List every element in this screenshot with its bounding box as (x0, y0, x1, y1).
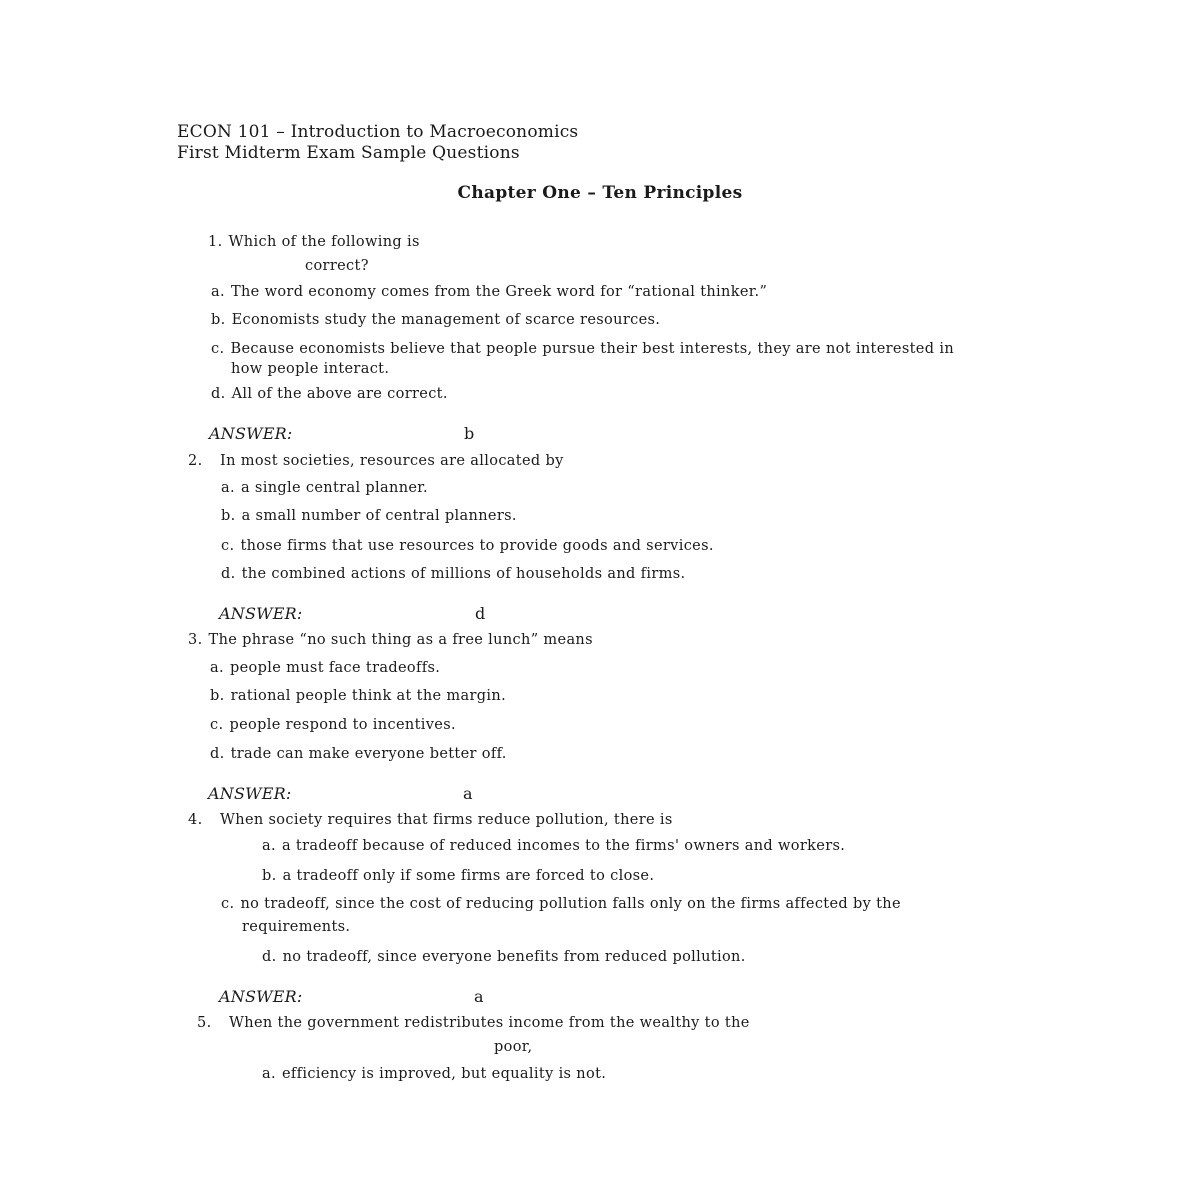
question-4-option-a (262, 837, 845, 855)
option-text: those firms that use resources to provide goods and services. (240, 538, 714, 554)
question-4-option-d (262, 948, 746, 966)
question-5-option-a (262, 1065, 606, 1083)
question-1-option-c (211, 340, 954, 358)
question-number: 3. (188, 632, 203, 648)
option-letter: b. (210, 688, 225, 704)
question-4-option-c (221, 895, 901, 913)
question-2-stem (188, 452, 564, 470)
option-letter: d. (211, 386, 226, 402)
question-4-option-b (262, 867, 654, 885)
option-letter: a. (262, 1066, 276, 1082)
question-4-option-c-cont: requirements. (242, 919, 351, 935)
option-letter: a. (210, 660, 224, 676)
option-text: a tradeoff because of reduced incomes to the firms' owners and workers. (281, 838, 846, 854)
option-text: the combined actions of millions of households and firms. (241, 566, 686, 582)
question-text: In most societies, resources are allocated by (220, 453, 564, 469)
question-5-stem (197, 1014, 750, 1032)
question-text: Which of the following is (228, 234, 420, 250)
option-letter: a. (221, 480, 235, 496)
question-2-option-a (221, 479, 428, 497)
option-letter: b. (262, 868, 277, 884)
option-text: a single central planner. (240, 480, 428, 496)
option-text: The word economy comes from the Greek word for “rational thinker.” (230, 284, 768, 300)
question-1-option-d (211, 385, 448, 403)
option-text: Because economists believe that people pursue their best interests, they are not interested in (230, 341, 955, 357)
question-number: 2. (188, 453, 203, 469)
question-text: The phrase “no such thing as a free lunch” means (208, 632, 593, 648)
question-5-stem-cont: poor, (494, 1039, 533, 1055)
question-number: 5. (197, 1015, 212, 1031)
question-3-option-d (210, 745, 507, 763)
option-text: rational people think at the margin. (230, 688, 507, 704)
option-letter: d. (262, 949, 277, 965)
answer-label: ANSWER: (209, 424, 293, 443)
option-letter: a. (211, 284, 225, 300)
option-letter: a. (262, 838, 276, 854)
course-title: ECON 101 – Introduction to Macroeconomics (177, 122, 579, 142)
option-letter: c. (210, 717, 224, 733)
option-letter: b. (221, 508, 236, 524)
option-text: a small number of central planners. (241, 508, 517, 524)
question-number: 1. (208, 234, 223, 250)
question-2-option-b (221, 507, 517, 525)
question-3-stem (188, 631, 593, 649)
option-letter: c. (221, 896, 235, 912)
option-text: no tradeoff, since the cost of reducing pollution falls only on the firms affected by the (240, 896, 901, 912)
question-1-answer: b (464, 424, 475, 443)
question-4-stem (188, 811, 673, 829)
option-text: All of the above are correct. (231, 386, 448, 402)
answer-label: ANSWER: (208, 784, 292, 803)
question-3-option-c (210, 716, 456, 734)
option-text: trade can make everyone better off. (230, 746, 507, 762)
option-text: a tradeoff only if some firms are forced to close. (282, 868, 655, 884)
question-1-option-b (211, 311, 660, 329)
option-letter: d. (221, 566, 236, 582)
answer-label: ANSWER: (219, 987, 303, 1006)
option-text: efficiency is improved, but equality is not. (281, 1066, 607, 1082)
option-letter: d. (210, 746, 225, 762)
option-text: people respond to incentives. (229, 717, 456, 733)
question-1-stem (208, 233, 420, 251)
question-text: When society requires that firms reduce pollution, there is (220, 812, 673, 828)
question-1-option-c-cont: how people interact. (231, 361, 390, 377)
question-4-answer: a (474, 987, 484, 1006)
question-2-answer: d (475, 604, 486, 623)
question-1-option-a (211, 283, 767, 301)
question-3-answer: a (463, 784, 473, 803)
exam-subtitle: First Midterm Exam Sample Questions (177, 143, 520, 163)
question-3-option-a (210, 659, 440, 677)
option-letter: c. (211, 341, 225, 357)
answer-label: ANSWER: (219, 604, 303, 623)
option-letter: b. (211, 312, 226, 328)
question-3-option-b (210, 687, 506, 705)
option-text: Economists study the management of scarce resources. (231, 312, 661, 328)
question-number: 4. (188, 812, 203, 828)
question-text: When the government redistributes income from the wealthy to the (229, 1015, 750, 1031)
question-2-option-d (221, 565, 685, 583)
option-text: people must face tradeoffs. (229, 660, 441, 676)
option-letter: c. (221, 538, 235, 554)
option-text: no tradeoff, since everyone benefits from reduced pollution. (282, 949, 746, 965)
chapter-title: Chapter One – Ten Principles (457, 183, 743, 203)
question-1-stem-cont: correct? (305, 258, 369, 274)
question-2-option-c (221, 537, 714, 555)
